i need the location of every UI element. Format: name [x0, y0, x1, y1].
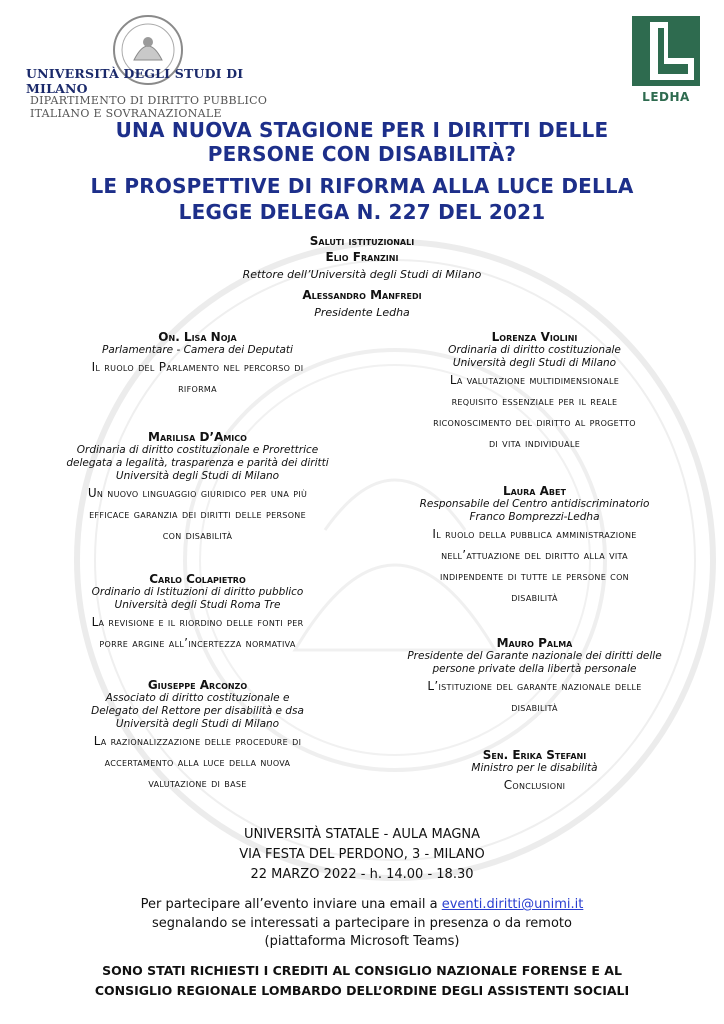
- speaker-role: Università degli Studi Roma Tre: [114, 599, 281, 611]
- speaker-block: [35, 430, 360, 546]
- talk-title: La revisione e il riordino delle fonti per: [91, 615, 304, 629]
- registration-line-3: (piattaforma Microsoft Teams): [264, 934, 460, 949]
- department-name-line1: DIPARTIMENTO DI DIRITTO PUBBLICO: [30, 94, 268, 107]
- speaker-block: [372, 330, 697, 454]
- talk-title: indipendente di tutte le persone con: [440, 569, 629, 583]
- speaker-block: [35, 330, 360, 399]
- speaker-role: Presidente del Garante nazionale dei diritti delle: [407, 650, 662, 662]
- talk-title: Conclusioni: [503, 778, 566, 792]
- speaker-role: Ministro per le disabilità: [471, 762, 598, 774]
- university-name: UNIVERSITÀ DEGLI STUDI DI MILANO: [26, 66, 244, 96]
- talk-title: disabilità: [511, 700, 558, 714]
- department-name-line2: ITALIANO E SOVRANAZIONALE: [30, 107, 222, 120]
- title-line-2: PERSONE CON DISABILITÀ?: [207, 142, 517, 166]
- venue-line-2: VIA FESTA DEL PERDONO, 3 - MILANO: [239, 847, 485, 862]
- talk-title: disabilità: [511, 590, 558, 604]
- speaker-block: [35, 678, 360, 794]
- talk-title: con disabilità: [162, 528, 233, 542]
- speaker-name: Laura Abet: [503, 484, 566, 498]
- credits-line-1: SONO STATI RICHIESTI I CREDITI AL CONSIGLIO NAZIONALE FORENSE E AL: [102, 963, 622, 978]
- registration-email-link[interactable]: eventi.diritti@unimi.it: [441, 897, 584, 912]
- talk-title: L’istituzione del garante nazionale delle: [427, 679, 642, 693]
- institutional-greetings-heading: Saluti istituzionali: [309, 234, 415, 248]
- talk-title: requisito essenziale per il reale: [451, 394, 618, 408]
- talk-title: porre argine all’incertezza normativa: [99, 636, 296, 650]
- speaker-role: Ordinaria di diritto costituzionale e Prorettrice: [76, 444, 319, 456]
- talk-title: La razionalizzazione delle procedure di: [93, 734, 302, 748]
- speaker-role: Associato di diritto costituzionale e: [105, 692, 290, 704]
- speaker-name: Lorenza Violini: [491, 330, 578, 344]
- speaker-block: [372, 636, 697, 718]
- speaker-role: Università degli Studi di Milano: [452, 357, 617, 369]
- ledha-logo: [628, 14, 704, 88]
- talk-title: accertamento alla luce della nuova: [104, 755, 291, 769]
- speaker-block: [372, 484, 697, 608]
- speaker-role: Delegato del Rettore per disabilità e dsa: [91, 705, 304, 717]
- speaker-role: Franco Bomprezzi-Ledha: [469, 511, 600, 523]
- venue-line-1: UNIVERSITÀ STATALE - AULA MAGNA: [243, 827, 481, 842]
- talk-title: Il ruolo della pubblica amministrazione: [432, 527, 637, 541]
- speaker-role: Responsabile del Centro antidiscriminatorio: [419, 498, 650, 510]
- credits-line-2: CONSIGLIO REGIONALE LOMBARDO DELL’ORDINE DEGLI ASSISTENTI SOCIALI: [94, 983, 630, 998]
- title-line-4: LEGGE DELEGA N. 227 DEL 2021: [178, 200, 546, 224]
- speaker-name: Sen. Erika Stefani: [482, 748, 587, 762]
- talk-title: di vita individuale: [488, 436, 581, 450]
- speaker-franzini-name: Elio Franzini: [325, 250, 399, 264]
- speaker-manfredi-role: Presidente Ledha: [314, 306, 410, 319]
- speaker-role: Ordinario di Istituzioni di diritto pubblico: [91, 586, 304, 598]
- speaker-name: Marilisa D’Amico: [148, 430, 247, 444]
- talk-title: Un nuovo linguaggio giuridico per una più: [87, 486, 308, 500]
- title-line-1: UNA NUOVA STAGIONE PER I DIRITTI DELLE: [115, 118, 609, 142]
- speaker-name: On. Lisa Noja: [158, 330, 237, 344]
- registration-line-2: segnalando se interessati a partecipare in presenza o da remoto: [152, 916, 572, 931]
- speaker-manfredi-name: Alessandro Manfredi: [302, 288, 422, 302]
- talk-title: nell’attuazione del diritto alla vita: [441, 548, 628, 562]
- registration-line-1: [60, 896, 664, 913]
- speaker-role: Ordinaria di diritto costituzionale: [448, 344, 621, 356]
- talk-title: La valutazione multidimensionale: [449, 373, 620, 387]
- talk-title: Il ruolo del Parlamento nel percorso di: [91, 360, 304, 374]
- speaker-role: Università degli Studi di Milano: [115, 470, 280, 482]
- venue-date-time: 22 MARZO 2022 - h. 14.00 - 18.30: [250, 867, 474, 882]
- registration-text: Per partecipare all’evento inviare una email a: [140, 897, 442, 912]
- speaker-block: [35, 572, 360, 654]
- speaker-block: [372, 748, 697, 796]
- speaker-role: Parlamentare - Camera dei Deputati: [102, 344, 293, 356]
- ledha-logo-text: LEDHA: [642, 90, 690, 104]
- talk-title: efficace garanzia dei diritti delle persone: [89, 507, 306, 521]
- speaker-name: Mauro Palma: [496, 636, 573, 650]
- speaker-role: Università degli Studi di Milano: [115, 718, 280, 730]
- talk-title: riforma: [178, 381, 217, 395]
- talk-title: riconoscimento del diritto al progetto: [433, 415, 636, 429]
- speaker-name: Giuseppe Arconzo: [147, 678, 248, 692]
- speaker-name: Carlo Colapietro: [149, 572, 246, 586]
- title-line-3: LE PROSPETTIVE DI RIFORMA ALLA LUCE DELLA: [90, 174, 634, 198]
- speaker-franzini-role: Rettore dell’Università degli Studi di Milano: [242, 268, 482, 281]
- speaker-role: delegata a legalità, trasparenza e parità dei diritti: [66, 457, 329, 469]
- speaker-role: persone private della libertà personale: [432, 663, 637, 675]
- talk-title: valutazione di base: [148, 776, 247, 790]
